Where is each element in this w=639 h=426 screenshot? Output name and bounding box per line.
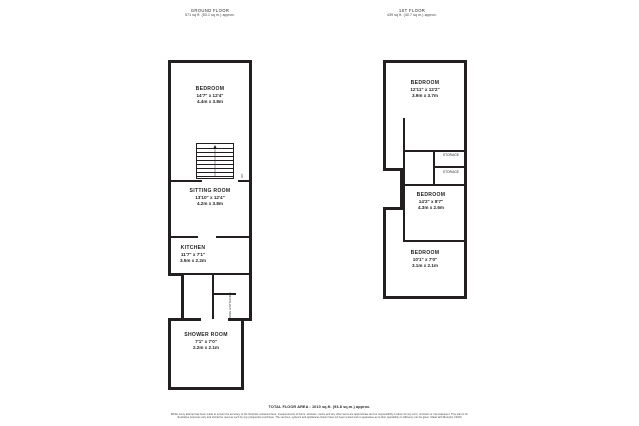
total-floor-area: TOTAL FLOOR AREA : 1010 sq.ft. (93.8 sq.m.) approx.	[268, 405, 371, 410]
room-label-bedroom-gf: BEDROOM 14'7" x 12'4" 4.4m x 3.8m	[195, 86, 225, 105]
wall-gf-passage-bottom	[241, 318, 252, 321]
wall-gf-bottom	[168, 387, 244, 390]
ground-floor-area: 571 sq ft. (53.1 sq m.) approx.	[185, 13, 235, 18]
room-label-kitchen: KITCHEN 11'7" x 7'1" 3.5m x 2.2m	[179, 245, 207, 264]
side-entrance-label: SIDE ENTRANCE	[228, 291, 232, 318]
storage-label-lower: STORAGE	[442, 170, 460, 174]
wall-gf-partition-sitting-left	[168, 236, 198, 238]
wall-ff-bottom	[383, 296, 467, 299]
footer-block	[0, 405, 639, 420]
wall-gf-lobby-cross	[214, 293, 236, 295]
wall-gf-partition-kitchen	[181, 273, 252, 275]
room-label-shower-room: SHOWER ROOM 7'1" x 7'0" 2.2m x 2.1m	[184, 332, 228, 351]
room-label-bedroom-ff-3: BEDROOM 10'1" x 7'0" 3.1m x 2.1m	[410, 250, 440, 269]
room-label-bedroom-ff-2: BEDROOM 14'2" x 8'7" 4.3m x 2.6m	[416, 192, 446, 211]
first-floor-area: 439 sq ft. (40.7 sq m.) approx.	[387, 13, 437, 18]
wall-ff-partition-bed2	[403, 184, 467, 186]
room-label-bedroom-ff-1: BEDROOM 12'11" x 12'2" 3.9m x 3.7m	[410, 80, 440, 99]
ground-floor-header	[150, 8, 270, 18]
wall-gf-top	[168, 60, 252, 63]
wall-gf-kitchen-bottom-left	[181, 318, 201, 321]
ground-floor-title: GROUND FLOOR	[190, 8, 230, 13]
wall-gf-partition-bedroom-right	[238, 180, 252, 182]
wall-ff-storage-mid	[433, 166, 467, 168]
wall-ff-partition-bed3	[403, 240, 467, 242]
wall-ff-storage-top	[433, 150, 467, 152]
storage-label-upper: STORAGE	[442, 153, 460, 157]
stair-direction-arrow	[197, 144, 233, 178]
wall-ff-stairwell	[403, 118, 405, 150]
first-floor-title: 1ST FLOOR	[398, 8, 426, 13]
wall-gf-shower-right	[241, 318, 244, 390]
wall-ff-top	[383, 60, 467, 63]
disclaimer-text: Whilst every attempt has been made to ensure the accuracy of the floorplan contained here, measurements of doors, windows, rooms and any other items are approximate and no responsibility is taken for any error, omission or mis-statement. This plan is for illustrative purposes only and should be used as such by any prospective purchaser. The services, systems and appliances shown have not been tested and no guarantee as to their operability or efficiency can be given. Made with Metropix ©2020	[170, 412, 469, 420]
first-floor-plan	[383, 50, 475, 360]
wall-gf-shower-left	[168, 318, 171, 390]
wall-gf-partition-sitting-right	[216, 236, 252, 238]
wall-gf-kitchen-left	[181, 273, 184, 321]
wall-gf-shower-top	[168, 318, 184, 321]
wall-gf-partition-bedroom-left	[168, 180, 202, 182]
ground-floor-staircase	[196, 143, 234, 179]
first-floor-header	[352, 8, 472, 18]
ground-floor-plan	[168, 50, 260, 360]
wall-ff-left-upper	[383, 60, 386, 170]
up-label: UP	[240, 173, 244, 178]
wall-gf-lobby-partition	[212, 275, 214, 319]
room-label-sitting-room: SITTING ROOM 13'10" x 12'4" 4.2m x 3.8m	[189, 188, 231, 207]
